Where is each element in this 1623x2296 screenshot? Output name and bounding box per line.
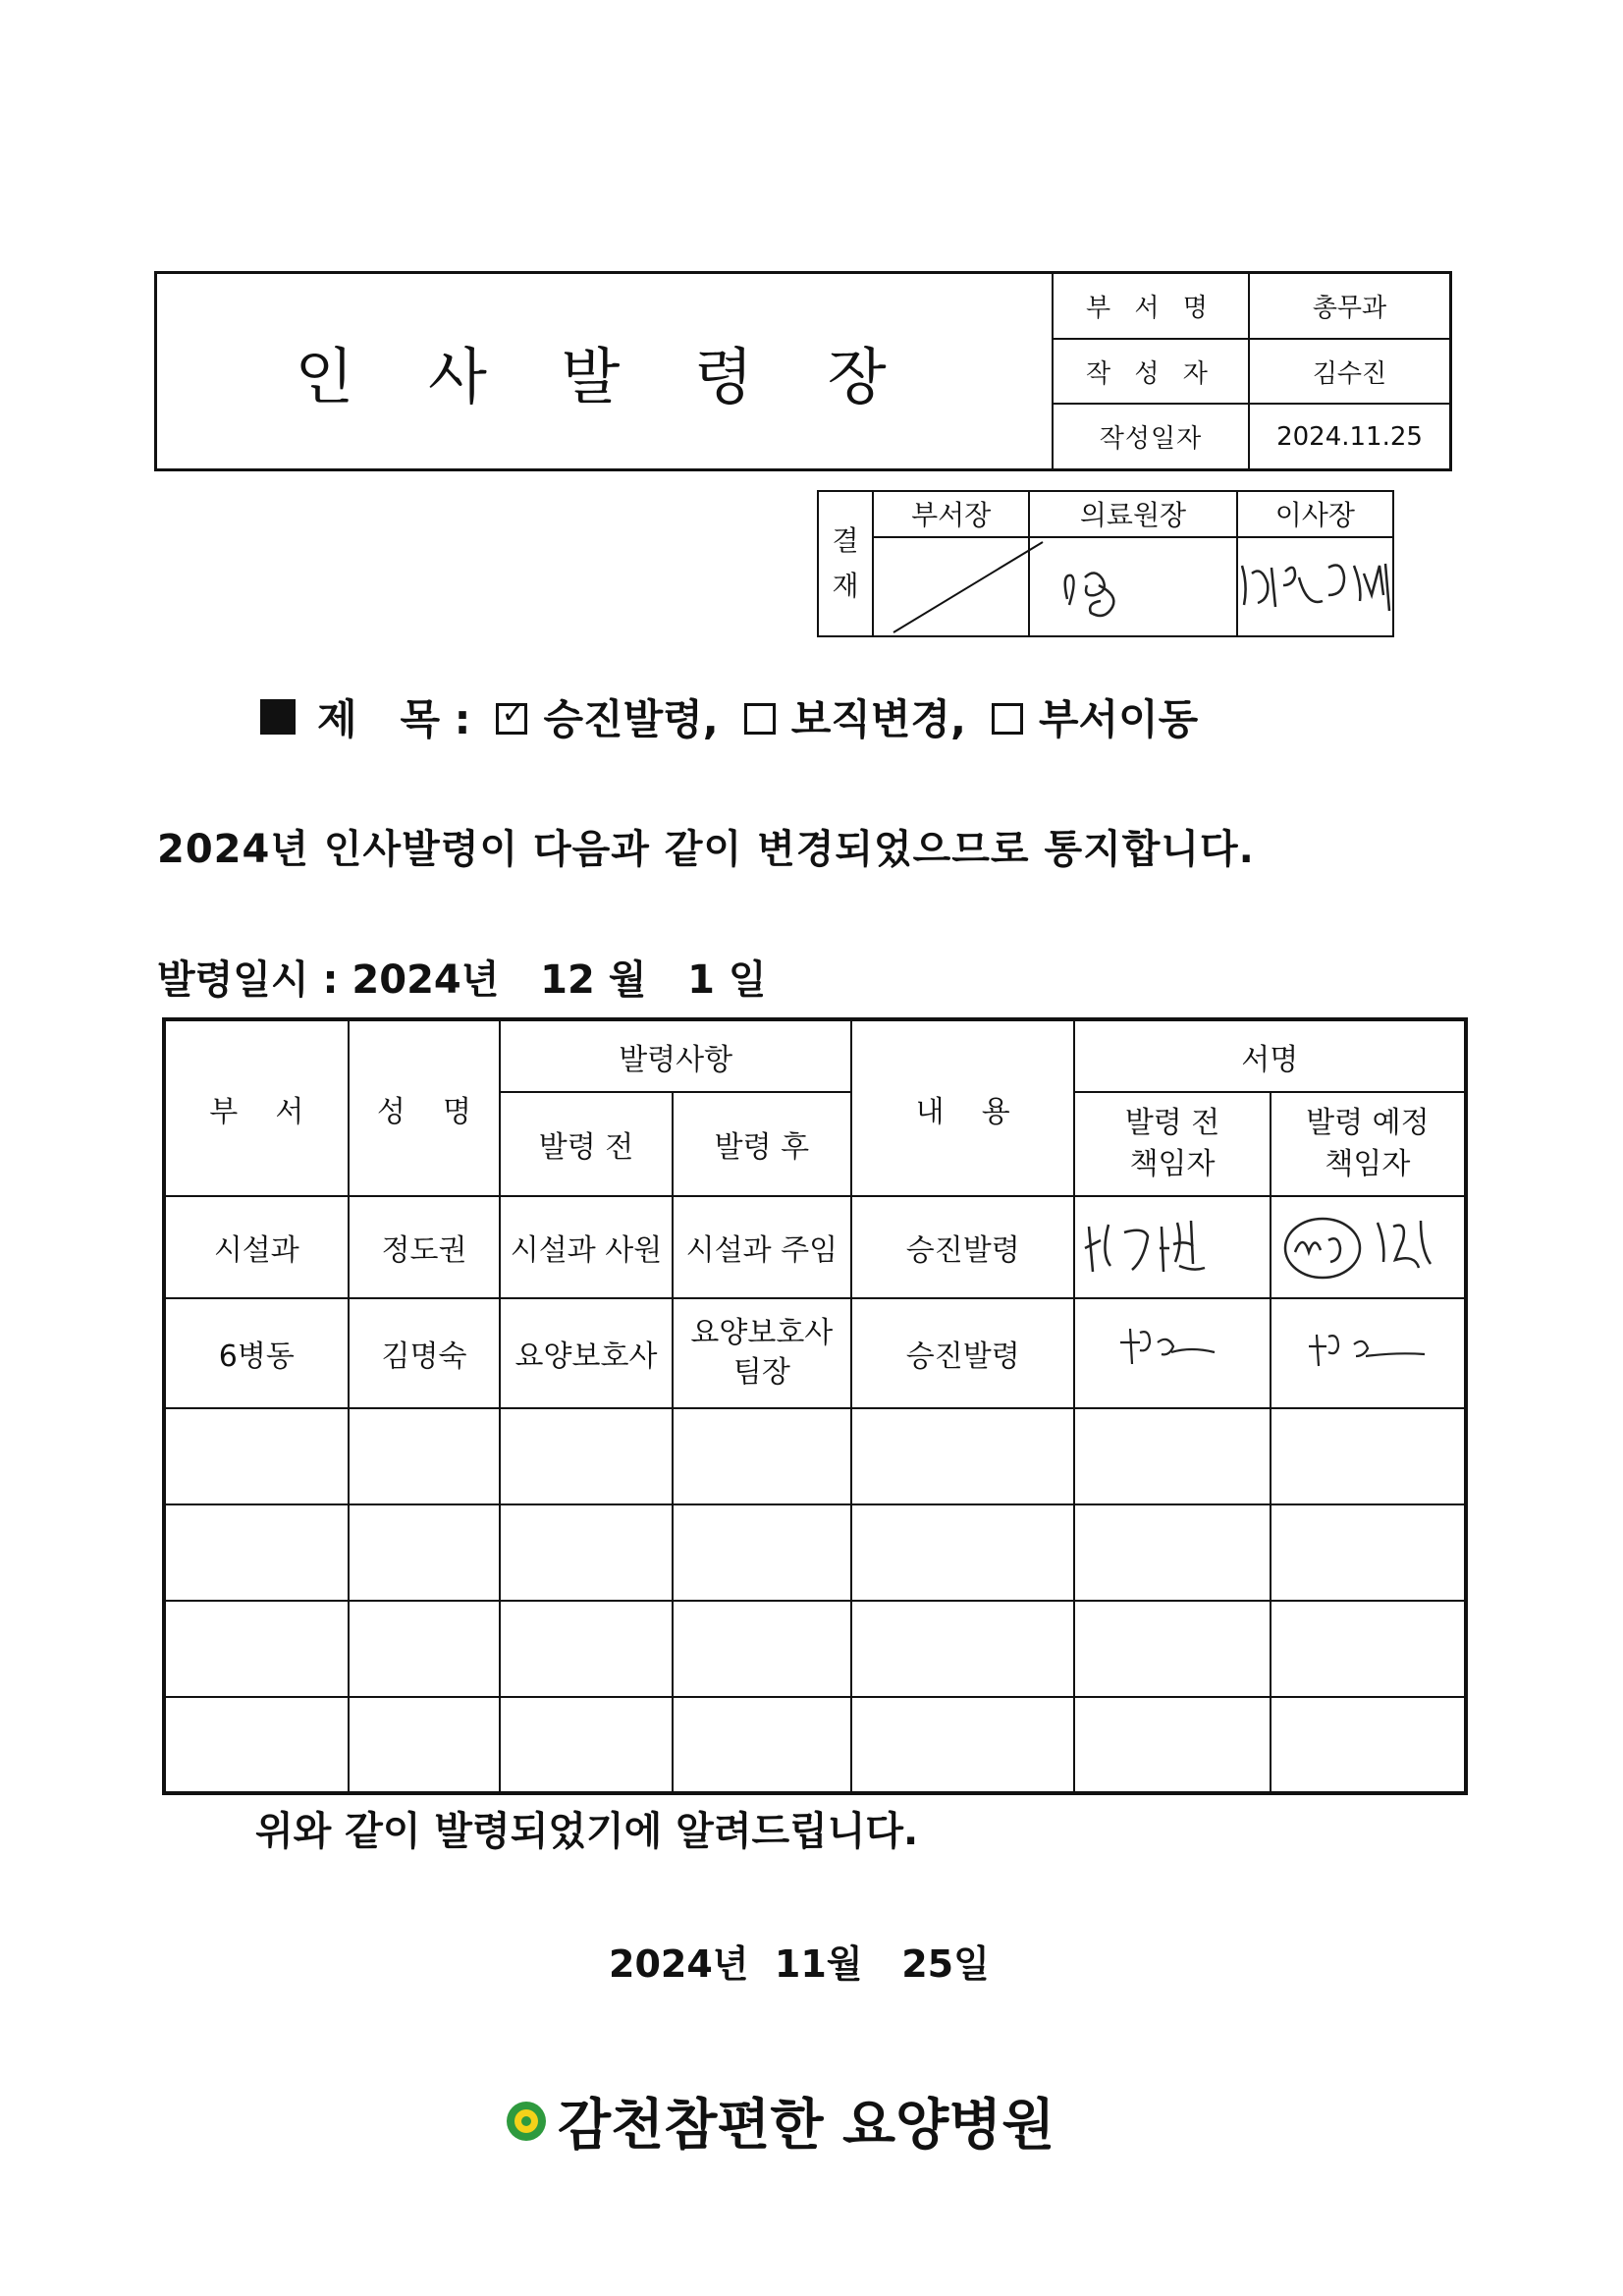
cell-after: 요양보호사 팀장 bbox=[673, 1298, 851, 1408]
signature-mark bbox=[1238, 538, 1407, 636]
meta-value: 2024.11.25 bbox=[1249, 404, 1449, 468]
cell-dept bbox=[164, 1697, 349, 1793]
meta-value: 총무과 bbox=[1249, 274, 1449, 339]
cell-content bbox=[851, 1504, 1074, 1601]
cell-dept bbox=[164, 1601, 349, 1697]
cell-before bbox=[500, 1504, 672, 1601]
meta-value: 김수진 bbox=[1249, 339, 1449, 404]
cell-after bbox=[673, 1408, 851, 1504]
table-row bbox=[164, 1697, 1466, 1793]
cell-content bbox=[851, 1601, 1074, 1697]
cell-dept: 6병동 bbox=[164, 1298, 349, 1408]
diagonal-slash bbox=[874, 538, 1047, 636]
effective-date: 발령일시 : 2024년 12 월 1 일 bbox=[157, 957, 767, 1003]
cell-dept bbox=[164, 1504, 349, 1601]
signature-mark bbox=[1030, 538, 1197, 636]
table-row bbox=[164, 1601, 1466, 1697]
signature-mark bbox=[1271, 1299, 1468, 1397]
signature-after bbox=[1271, 1697, 1466, 1793]
hospital-logo-icon bbox=[505, 2100, 548, 2143]
cell-before bbox=[500, 1408, 672, 1504]
signature-before bbox=[1074, 1504, 1270, 1601]
approval-role: 이사장 bbox=[1237, 491, 1393, 537]
header-before: 발령 전 bbox=[500, 1092, 672, 1196]
meta-row bbox=[1053, 339, 1449, 404]
organization bbox=[505, 2082, 1055, 2160]
approval-side-label bbox=[818, 491, 873, 636]
meta-row bbox=[1053, 274, 1449, 339]
signature-after bbox=[1271, 1601, 1466, 1697]
header-after: 발령 후 bbox=[673, 1092, 851, 1196]
header-order: 발령사항 bbox=[500, 1019, 851, 1092]
meta-row bbox=[1053, 404, 1449, 468]
option-promotion: 승진발령, bbox=[543, 695, 719, 743]
cell-after bbox=[673, 1504, 851, 1601]
signature-mark bbox=[1075, 1197, 1271, 1295]
approval-side-top: 결 bbox=[832, 524, 859, 557]
header-signature: 서명 bbox=[1074, 1019, 1466, 1092]
checkbox-dept-transfer[interactable] bbox=[992, 703, 1023, 735]
table-row bbox=[164, 1298, 1466, 1408]
cell-dept bbox=[164, 1408, 349, 1504]
signature-before bbox=[1074, 1601, 1270, 1697]
header-content: 내 용 bbox=[851, 1019, 1074, 1196]
order-table bbox=[162, 1017, 1468, 1795]
cell-before bbox=[500, 1697, 672, 1793]
approval-slash-cell bbox=[873, 537, 1029, 636]
subject-line bbox=[260, 687, 1198, 746]
approval-signature bbox=[1029, 537, 1236, 636]
header-sig-before: 발령 전 책임자 bbox=[1074, 1092, 1270, 1196]
cell-name bbox=[349, 1504, 501, 1601]
cell-name: 김명숙 bbox=[349, 1298, 501, 1408]
signature-before bbox=[1074, 1408, 1270, 1504]
signature-after bbox=[1271, 1298, 1466, 1408]
checkbox-promotion[interactable] bbox=[496, 703, 527, 735]
approval-role: 부서장 bbox=[873, 491, 1029, 537]
cell-content: 승진발령 bbox=[851, 1196, 1074, 1298]
cell-before: 요양보호사 bbox=[500, 1298, 672, 1408]
signature-mark bbox=[1271, 1197, 1468, 1295]
signature-after bbox=[1271, 1196, 1466, 1298]
organization-name: 감천참편한 요양병원 bbox=[558, 2094, 1055, 2158]
subject-label: 제 목 : bbox=[317, 695, 471, 743]
signature-after bbox=[1271, 1408, 1466, 1504]
approval-role: 의료원장 bbox=[1029, 491, 1236, 537]
meta-label: 부 서 명 bbox=[1053, 274, 1249, 339]
cell-after: 시설과 주임 bbox=[673, 1196, 851, 1298]
approval-side-bottom: 재 bbox=[832, 570, 859, 602]
option-dept-transfer: 부서이동 bbox=[1038, 695, 1199, 743]
cell-after bbox=[673, 1697, 851, 1793]
header-name: 성 명 bbox=[349, 1019, 501, 1196]
cell-before bbox=[500, 1601, 672, 1697]
cell-before: 시설과 사원 bbox=[500, 1196, 672, 1298]
cell-name bbox=[349, 1601, 501, 1697]
cell-content: 승진발령 bbox=[851, 1298, 1074, 1408]
approval-table bbox=[817, 490, 1394, 637]
signature-mark bbox=[1075, 1299, 1271, 1397]
option-position-change: 보직변경, bbox=[790, 695, 966, 743]
cell-name: 정도권 bbox=[349, 1196, 501, 1298]
header-box bbox=[154, 271, 1452, 471]
cell-content bbox=[851, 1408, 1074, 1504]
notice-text: 2024년 인사발령이 다음과 같이 변경되었으므로 통지합니다. bbox=[157, 827, 1255, 872]
cell-name bbox=[349, 1697, 501, 1793]
footer-text: 위와 같이 발령되었기에 알려드립니다. bbox=[255, 1809, 919, 1854]
meta-label: 작성일자 bbox=[1053, 404, 1249, 468]
cell-name bbox=[349, 1408, 501, 1504]
meta-label: 작 성 자 bbox=[1053, 339, 1249, 404]
meta-table bbox=[1052, 274, 1449, 468]
signature-before bbox=[1074, 1298, 1270, 1408]
table-row bbox=[164, 1196, 1466, 1298]
document-title: 인 사 발 령 장 bbox=[295, 340, 914, 412]
table-row bbox=[164, 1504, 1466, 1601]
approval-signature bbox=[1237, 537, 1393, 636]
table-row bbox=[164, 1408, 1466, 1504]
cell-content bbox=[851, 1697, 1074, 1793]
bullet-square-icon bbox=[260, 699, 296, 735]
footer-date: 2024년 11월 25일 bbox=[609, 1942, 990, 1986]
cell-after bbox=[673, 1601, 851, 1697]
checkbox-position-change[interactable] bbox=[744, 703, 776, 735]
header-sig-after: 발령 예정 책임자 bbox=[1271, 1092, 1466, 1196]
signature-after bbox=[1271, 1504, 1466, 1601]
cell-dept: 시설과 bbox=[164, 1196, 349, 1298]
signature-before bbox=[1074, 1196, 1270, 1298]
signature-before bbox=[1074, 1697, 1270, 1793]
header-dept: 부 서 bbox=[164, 1019, 349, 1196]
